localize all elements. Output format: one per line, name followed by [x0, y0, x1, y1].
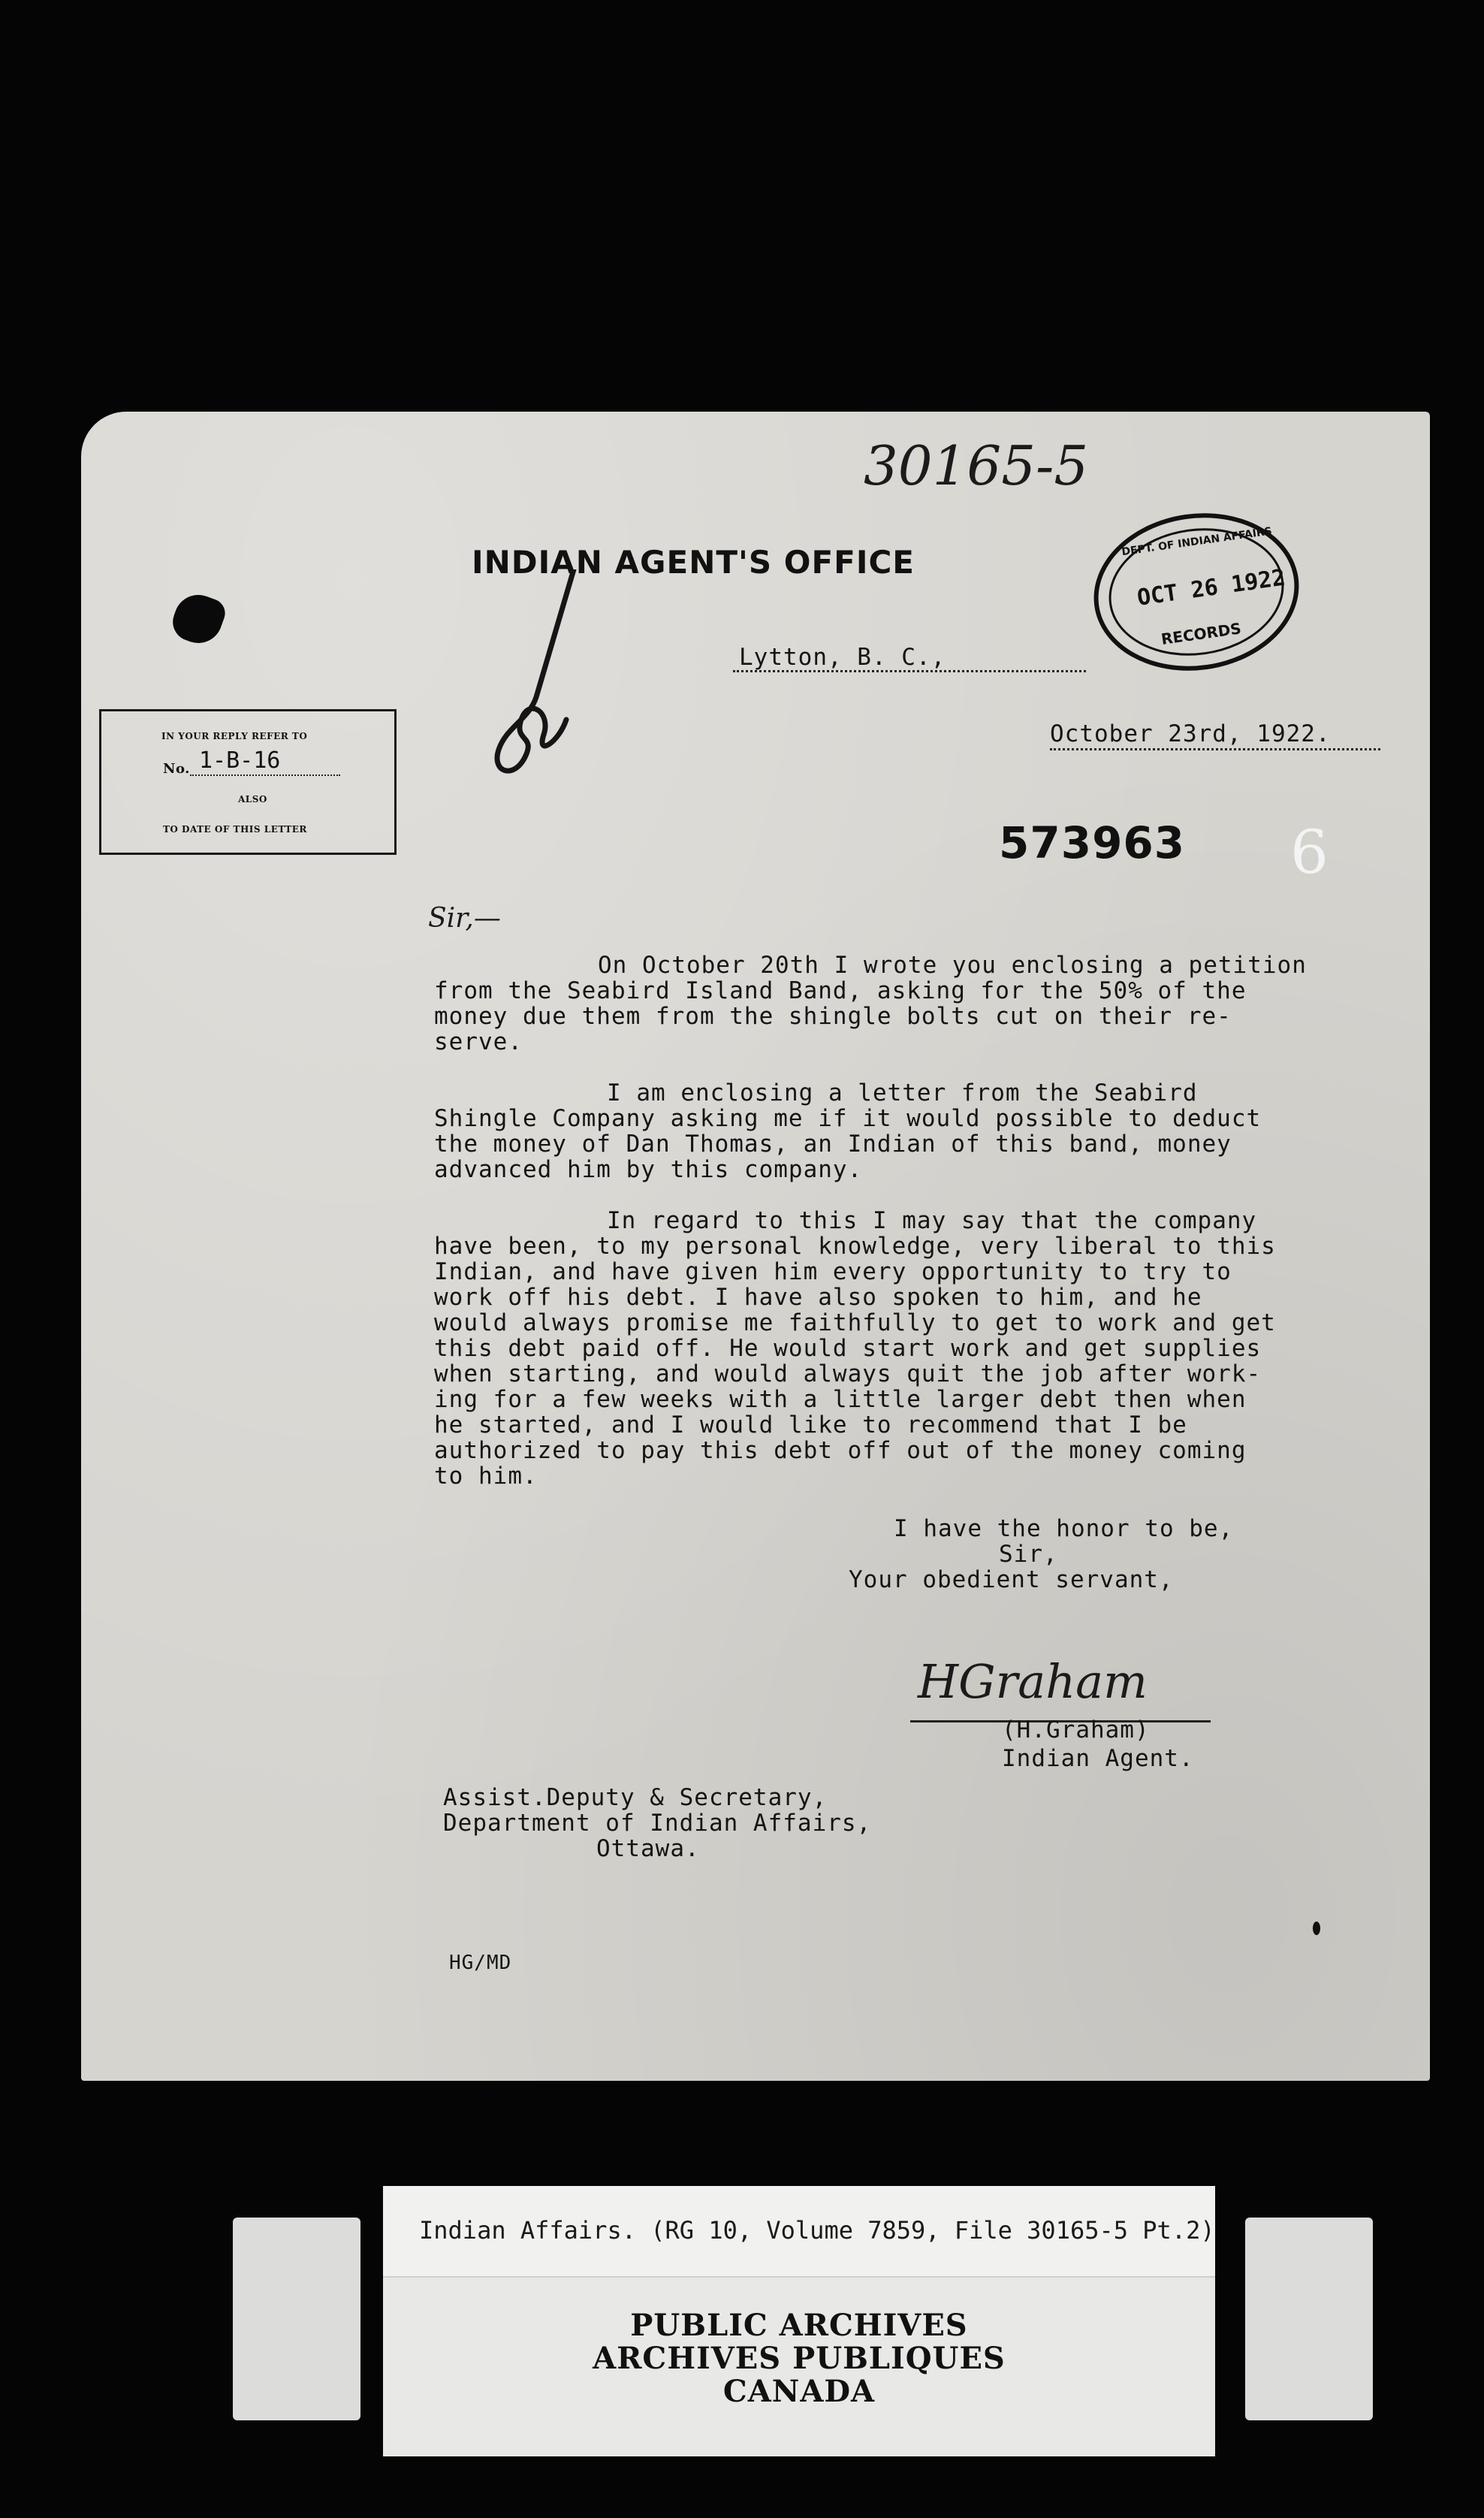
body-line: On October 20th I wrote you enclosing a petition	[598, 952, 1307, 979]
body-line: ing for a few weeks with a little larger debt then when	[434, 1386, 1247, 1413]
body-line: Shingle Company asking me if it would possible to deduct	[434, 1105, 1262, 1132]
letterhead-title: INDIAN AGENT'S OFFICE	[472, 544, 915, 581]
closing-line: I have the honor to be,	[894, 1515, 1234, 1542]
received-stamp	[1084, 500, 1309, 684]
file-stamp-number: 573963	[999, 817, 1186, 868]
body-line: advanced him by this company.	[434, 1156, 863, 1183]
closing-line: Your obedient servant,	[849, 1566, 1174, 1593]
reference-box	[99, 709, 397, 855]
signature: HGraham	[918, 1654, 1148, 1709]
handwritten-file-number: 30165-5	[864, 434, 1089, 497]
place-line: Lytton, B. C.,	[739, 644, 946, 671]
body-line: Indian, and have given him every opportunity to try to	[434, 1258, 1232, 1285]
archive-reference-strip	[383, 2186, 1215, 2278]
margin-mark: 6	[1290, 817, 1329, 887]
place-dotted-rule	[733, 670, 1086, 672]
refbox-no-value: 1-B-16	[199, 747, 281, 774]
addressee-line: Department of Indian Affairs,	[443, 1810, 872, 1837]
archive-reference: Indian Affairs. (RG 10, Volume 7859, File 30165-5 Pt.2)	[419, 2216, 1215, 2245]
refbox-reply-label: IN YOUR REPLY REFER TO	[161, 731, 308, 741]
body-line: would always promise me faithfully to get to work and get	[434, 1309, 1276, 1336]
body-line: the money of Dan Thomas, an Indian of this band, money	[434, 1131, 1232, 1158]
stamp-records: RECORDS	[1160, 619, 1243, 648]
body-line: from the Seabird Island Band, asking for the 50% of the	[434, 977, 1247, 1004]
handwritten-mark-icon	[484, 569, 596, 795]
letter-page	[81, 412, 1430, 2081]
addressee-line: Ottawa.	[596, 1835, 700, 1862]
closing-line: Sir,	[999, 1541, 1058, 1568]
typist-initials: HG/MD	[449, 1952, 512, 1974]
refbox-also-label: ALSO	[238, 794, 267, 805]
body-line: serve.	[434, 1028, 523, 1055]
refbox-no-dots	[190, 774, 340, 776]
archive-line3: CANADA	[722, 2374, 876, 2409]
body-line: have been, to my personal knowledge, very liberal to this	[434, 1233, 1276, 1260]
refbox-date-label: TO DATE OF THIS LETTER	[163, 824, 307, 835]
body-line: authorized to pay this debt off out of the money coming	[434, 1437, 1247, 1464]
letter-date: October 23rd, 1922.	[1050, 720, 1331, 747]
archive-line2: ARCHIVES PUBLIQUES	[593, 2341, 1006, 2376]
salutation: Sir,—	[428, 903, 501, 934]
date-dotted-rule	[1050, 748, 1380, 750]
body-line: he started, and I would like to recommend that I be	[434, 1411, 1187, 1439]
addressee-line: Assist.Deputy & Secretary,	[443, 1784, 828, 1811]
body-line: when starting, and would always quit the job after work-	[434, 1360, 1262, 1387]
refbox-no-label: No.	[163, 761, 190, 777]
body-line: this debt paid off. He would start work and get supplies	[434, 1335, 1262, 1362]
signer-name: (H.Graham)	[1002, 1716, 1150, 1744]
body-line: In regard to this I may say that the company	[607, 1207, 1257, 1234]
ink-dot	[1313, 1922, 1320, 1935]
stamp-date: OCT 26 1922	[1135, 564, 1287, 611]
body-line: money due them from the shingle bolts cut on their re-	[434, 1003, 1232, 1030]
stamp-dept-text: DEPT. OF INDIAN AFFAIRS	[1121, 525, 1273, 559]
signer-title: Indian Agent.	[1002, 1745, 1194, 1772]
punch-hole	[167, 588, 229, 650]
body-line: work off his debt. I have also spoken to him, and he	[434, 1284, 1202, 1311]
body-line: to him.	[434, 1463, 538, 1490]
archive-line1: PUBLIC ARCHIVES	[630, 2308, 968, 2343]
body-line: I am enclosing a letter from the Seabird	[607, 1079, 1198, 1107]
archive-label	[383, 2186, 1215, 2456]
